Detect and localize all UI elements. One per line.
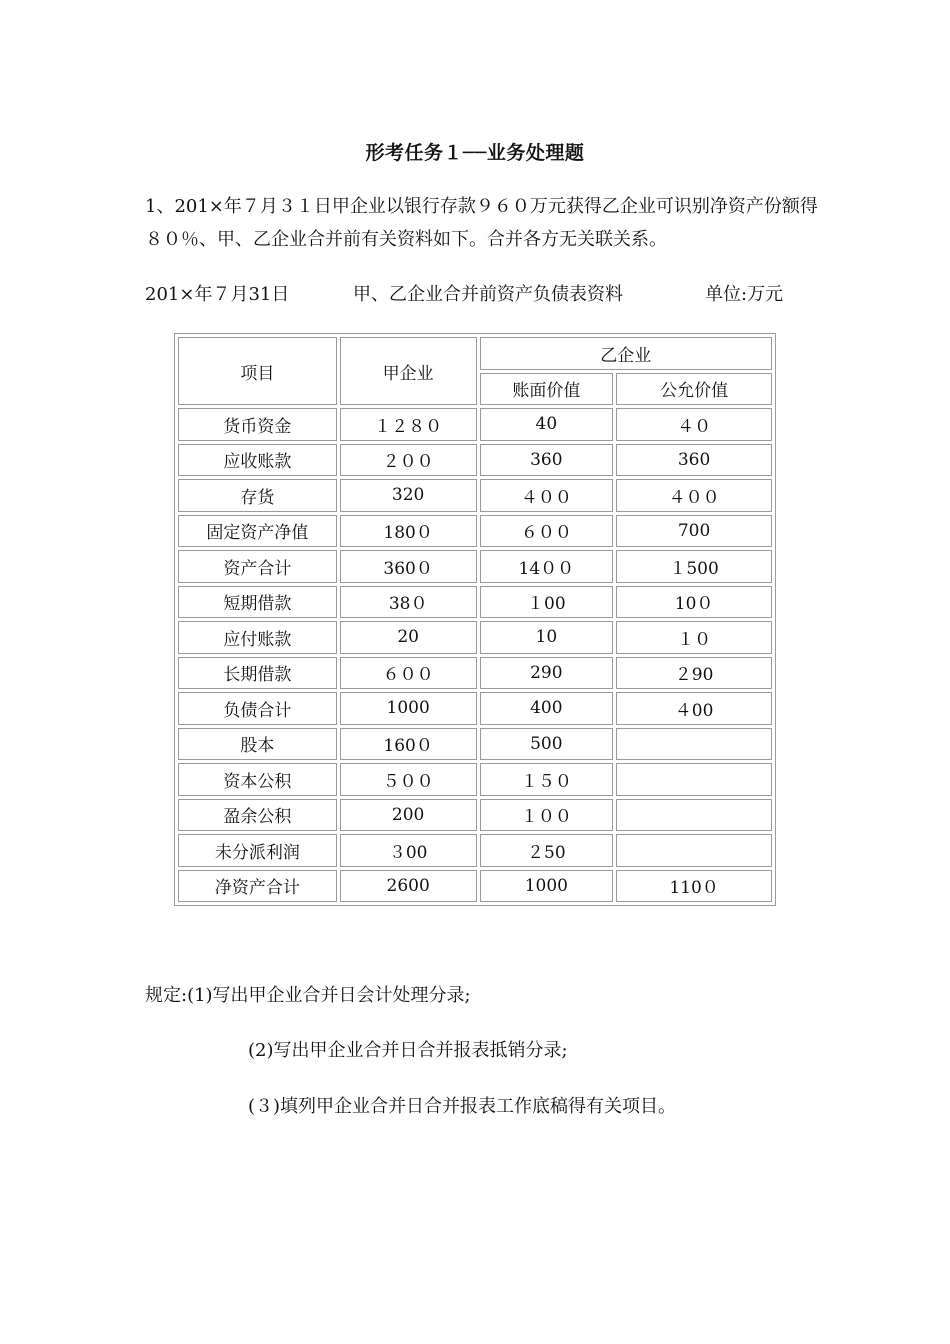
caption-unit: 单位:万元 [705,284,784,305]
table-row [178,692,772,725]
cell-book-value: １５０ [480,763,614,796]
cell-book-value: １00 [480,586,614,619]
cell-jia: 38０ [340,586,477,619]
cell-item: 净资产合计 [178,870,337,903]
cell-book-value: ２50 [480,834,614,867]
cell-jia: 20 [340,621,477,654]
cell-item: 资产合计 [178,550,337,583]
cell-item: 负债合计 [178,692,337,725]
cell-jia: 200 [340,799,477,832]
cell-jia: 180０ [340,515,477,548]
document-title: 形考任务１──业务处理题 [365,142,585,164]
cell-jia: 320 [340,479,477,512]
table-row [178,834,772,867]
balance-sheet-table [174,333,776,906]
table-row [178,870,772,903]
cell-book-value: ６００ [480,515,614,548]
cell-book-value: 290 [480,657,614,690]
cell-fair-value: 110０ [616,870,772,903]
cell-jia: ２００ [340,444,477,477]
cell-book-value: 14００ [480,550,614,583]
cell-fair-value: １500 [616,550,772,583]
cell-item: 股本 [178,728,337,761]
caption-title: 甲、乙企业合并前资产负债表资料 [353,284,623,305]
cell-item: 固定资产净值 [178,515,337,548]
cell-item: 应付账款 [178,621,337,654]
cell-fair-value: ４00 [616,692,772,725]
table-row [178,444,772,477]
problem-paragraph: 1、201×年７月３１日甲企业以银行存款９６０万元获得乙企业可识别净资产份额得８０％、甲、乙企业合并前有关资料如下。合并各方无关联关系。 [145,196,818,250]
header-yi: 乙企业 [480,337,773,370]
cell-item: 未分派利润 [178,834,337,867]
cell-fair-value: 360 [616,444,772,477]
cell-book-value: 360 [480,444,614,477]
cell-book-value: 1000 [480,870,614,903]
table-caption [145,281,825,309]
table-row [178,621,772,654]
table-row [178,657,772,690]
cell-fair-value [616,763,772,796]
cell-item: 货币资金 [178,408,337,441]
requirement-3: (３)填列甲企业合并日合并报表工作底稿得有关项目。 [248,1096,677,1117]
cell-item: 应收账款 [178,444,337,477]
header-jia: 甲企业 [340,337,477,405]
cell-jia: 160０ [340,728,477,761]
table-row [178,728,772,761]
table-row [178,586,772,619]
cell-item: 短期借款 [178,586,337,619]
cell-book-value: 500 [480,728,614,761]
header-book-value: 账面价值 [480,373,614,406]
table-row [178,479,772,512]
table-row [178,550,772,583]
cell-book-value: 400 [480,692,614,725]
cell-jia: 2600 [340,870,477,903]
cell-fair-value [616,799,772,832]
cell-fair-value: 700 [616,515,772,548]
cell-book-value: 40 [480,408,614,441]
cell-book-value: １００ [480,799,614,832]
cell-fair-value [616,834,772,867]
cell-jia: 1000 [340,692,477,725]
table-header-row [178,337,772,370]
cell-item: 资本公积 [178,763,337,796]
cell-jia: ３00 [340,834,477,867]
cell-fair-value: １０ [616,621,772,654]
cell-fair-value: ４００ [616,479,772,512]
cell-jia: 360０ [340,550,477,583]
caption-date: 201×年７月31日 [145,284,290,305]
cell-fair-value: ４０ [616,408,772,441]
table-row [178,763,772,796]
header-fair-value: 公允价值 [616,373,772,406]
cell-book-value: ４００ [480,479,614,512]
header-item: 项目 [178,337,337,405]
cell-book-value: 10 [480,621,614,654]
cell-item: 盈余公积 [178,799,337,832]
table-row [178,515,772,548]
table-row [178,799,772,832]
cell-fair-value [616,728,772,761]
table-row [178,408,772,441]
requirement-2: (2)写出甲企业合并日合并报表抵销分录; [248,1040,568,1061]
cell-fair-value: 10０ [616,586,772,619]
cell-jia: ６００ [340,657,477,690]
cell-item: 长期借款 [178,657,337,690]
cell-item: 存货 [178,479,337,512]
cell-jia: １２８０ [340,408,477,441]
cell-fair-value: ２90 [616,657,772,690]
cell-jia: ５００ [340,763,477,796]
requirement-1: 规定:(1)写出甲企业合并日会计处理分录; [145,985,471,1006]
